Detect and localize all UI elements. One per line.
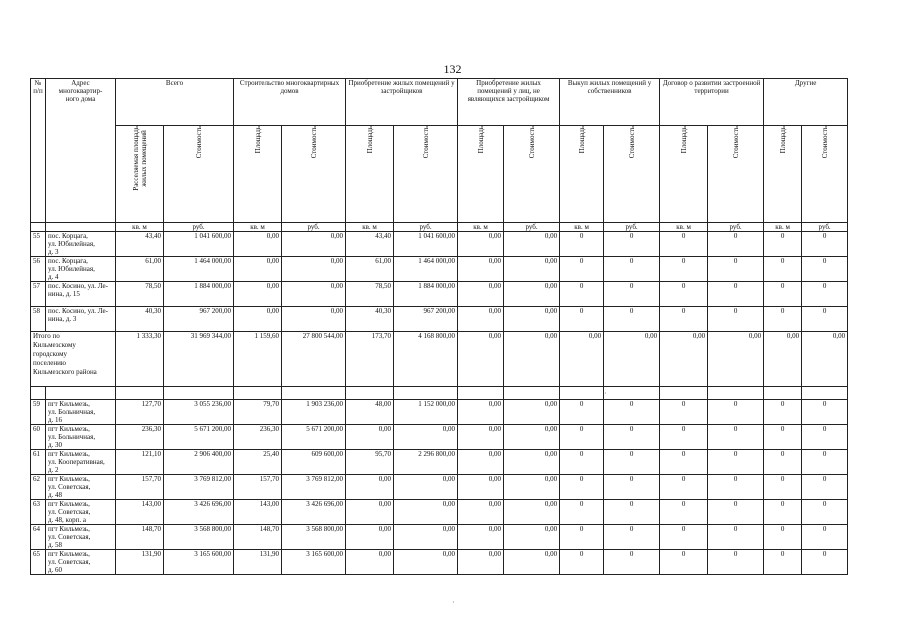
row-number: 59 — [31, 400, 46, 425]
row-value: 0 — [708, 400, 764, 425]
header-group-purchase-non-developers: Приобретение жилых помещений у лиц, не являющихся застройщиком — [458, 79, 560, 126]
total-value: 0,00 — [560, 332, 604, 387]
row-value: 3 165 600,00 — [282, 550, 346, 575]
row-value: 0 — [802, 257, 848, 282]
unit-rub: руб. — [282, 223, 346, 232]
header-address: Адрес многоквартир- ного дома — [46, 79, 116, 223]
row-value: 0,00 — [394, 475, 458, 500]
row-value: 0 — [604, 232, 660, 257]
row-value: 0 — [764, 550, 802, 575]
row-value: 0,00 — [504, 450, 560, 475]
row-value: 1 464 000,00 — [394, 257, 458, 282]
row-value: 0 — [560, 550, 604, 575]
row-value: 0 — [560, 500, 604, 525]
row-value: 0 — [660, 232, 708, 257]
row-number: 62 — [31, 475, 46, 500]
row-number: 58 — [31, 307, 46, 332]
row-value: 0 — [660, 550, 708, 575]
row-value: 0,00 — [504, 257, 560, 282]
row-value: 78,50 — [116, 282, 164, 307]
unit-sqm: кв. м — [764, 223, 802, 232]
row-value: 3 769 812,00 — [164, 475, 234, 500]
table-row — [31, 450, 848, 475]
header-resettled-area: Расселяемая площадь жилых помещений — [116, 126, 164, 223]
row-value: 61,00 — [116, 257, 164, 282]
row-value: 0 — [708, 525, 764, 550]
total-value: 4 168 800,00 — [394, 332, 458, 387]
row-value: 0 — [802, 400, 848, 425]
row-value: 0 — [764, 257, 802, 282]
row-value: 148,70 — [116, 525, 164, 550]
header-area: Площадь — [660, 126, 708, 223]
row-value: 0 — [708, 450, 764, 475]
row-value: 0 — [604, 400, 660, 425]
header-cost: Стоимость — [164, 126, 234, 223]
row-value: 0,00 — [394, 550, 458, 575]
row-value: 0,00 — [234, 257, 282, 282]
unit-sqm: кв. м — [660, 223, 708, 232]
table-row — [31, 257, 848, 282]
row-number: 61 — [31, 450, 46, 475]
row-value: 0 — [764, 425, 802, 450]
row-number: 63 — [31, 500, 46, 525]
row-value: 236,30 — [234, 425, 282, 450]
row-value: 0 — [708, 307, 764, 332]
row-value: 0 — [708, 475, 764, 500]
row-value: 0 — [764, 475, 802, 500]
row-value: 0 — [764, 450, 802, 475]
header-area: Площадь — [458, 126, 504, 223]
row-value: 121,10 — [116, 450, 164, 475]
table-row — [31, 525, 848, 550]
row-value: 2 906 400,00 — [164, 450, 234, 475]
row-value: 48,00 — [346, 400, 394, 425]
header-group-total: Всего — [116, 79, 234, 126]
row-value: 0 — [604, 425, 660, 450]
row-value: 0,00 — [346, 550, 394, 575]
row-value: 0,00 — [394, 425, 458, 450]
row-value: 0,00 — [282, 232, 346, 257]
row-value: 0,00 — [504, 282, 560, 307]
row-value: 3 426 696,00 — [164, 500, 234, 525]
row-value: 0,00 — [458, 550, 504, 575]
row-value: 0 — [802, 550, 848, 575]
row-value: 0 — [560, 450, 604, 475]
table-row — [31, 475, 848, 500]
total-label: Итого по Кильмезскому городскому поселению Кильмезского района — [31, 332, 116, 387]
row-value: 143,00 — [116, 500, 164, 525]
row-value: 0 — [560, 525, 604, 550]
row-value: 1 884 000,00 — [394, 282, 458, 307]
table-row — [31, 282, 848, 307]
row-value: 0 — [560, 425, 604, 450]
total-value: 0,00 — [458, 332, 504, 387]
table-row — [31, 550, 848, 575]
row-value: 0 — [660, 282, 708, 307]
row-value: 0 — [560, 232, 604, 257]
total-value: 27 800 544,00 — [282, 332, 346, 387]
row-value: 0 — [802, 475, 848, 500]
row-address: пгт Кильмезь, ул. Кооперативная, д. 2 — [46, 450, 116, 475]
row-value: 0 — [660, 525, 708, 550]
row-value: 0,00 — [458, 307, 504, 332]
row-value: 0,00 — [346, 425, 394, 450]
row-value: 0,00 — [458, 500, 504, 525]
row-value: 157,70 — [234, 475, 282, 500]
row-value: 0,00 — [394, 500, 458, 525]
row-address: пос. Корцага, ул. Юбилейная, д. 3 — [46, 232, 116, 257]
row-value: 0,00 — [346, 500, 394, 525]
table-row — [31, 425, 848, 450]
unit-rub: руб. — [394, 223, 458, 232]
header-cost: Стоимость — [282, 126, 346, 223]
row-value: 127,70 — [116, 400, 164, 425]
total-value: 0,00 — [708, 332, 764, 387]
header-cost: Стоимость — [394, 126, 458, 223]
row-address: пос. Косино, ул. Ле- нина, д. 3 — [46, 307, 116, 332]
row-value: 5 671 200,00 — [164, 425, 234, 450]
row-value: 1 884 000,00 — [164, 282, 234, 307]
row-value: 0 — [660, 307, 708, 332]
row-value: 5 671 200,00 — [282, 425, 346, 450]
table-row — [31, 500, 848, 525]
row-value: 0 — [560, 257, 604, 282]
row-value: 0,00 — [504, 400, 560, 425]
row-value: 0 — [802, 232, 848, 257]
row-value: 0,00 — [504, 307, 560, 332]
row-value: 0 — [660, 475, 708, 500]
header-area: Площадь — [346, 126, 394, 223]
resettlement-table — [30, 78, 848, 575]
row-value: 79,70 — [234, 400, 282, 425]
row-value: 1 041 600,00 — [164, 232, 234, 257]
row-value: 0,00 — [346, 525, 394, 550]
row-value: 0,00 — [394, 525, 458, 550]
row-value: 0 — [764, 282, 802, 307]
header-group-other: Другие — [764, 79, 848, 126]
row-value: 0 — [764, 400, 802, 425]
row-value: 0 — [660, 257, 708, 282]
page-number: 132 — [443, 62, 462, 76]
row-value: 0 — [802, 500, 848, 525]
row-value: 0,00 — [458, 450, 504, 475]
row-value: 0 — [604, 450, 660, 475]
header-cost: Стоимость — [504, 126, 560, 223]
row-value: 1 152 000,00 — [394, 400, 458, 425]
row-value: 0 — [660, 450, 708, 475]
total-value: 1 159,60 — [234, 332, 282, 387]
row-value: 0 — [764, 500, 802, 525]
row-value: 3 055 236,00 — [164, 400, 234, 425]
row-value: 0,00 — [504, 500, 560, 525]
row-value: 0 — [708, 282, 764, 307]
row-value: 0 — [560, 475, 604, 500]
header-number: № п/п — [31, 79, 46, 223]
row-value: 0,00 — [504, 232, 560, 257]
row-value: 3 568 800,00 — [282, 525, 346, 550]
row-value: 0 — [604, 550, 660, 575]
header-row-units — [31, 223, 848, 232]
row-value: 0 — [660, 500, 708, 525]
total-value: 1 333,30 — [116, 332, 164, 387]
row-value: 3 165 600,00 — [164, 550, 234, 575]
row-address: пгт Кильмезь, ул. Советская, д. 60 — [46, 550, 116, 575]
header-group-development-agreement: Договор о развитии застроенной территории — [660, 79, 764, 126]
table-total-section — [31, 332, 848, 400]
header-group-construction: Строительство многоквартирных домов — [234, 79, 346, 126]
row-value: 0 — [604, 475, 660, 500]
row-value: 0,00 — [282, 257, 346, 282]
row-address: пгт Кильмезь, ул. Больничная, д. 16 — [46, 400, 116, 425]
row-value: 1 903 236,00 — [282, 400, 346, 425]
row-value: 0,00 — [504, 475, 560, 500]
row-value: 0,00 — [504, 425, 560, 450]
row-value: 0 — [560, 282, 604, 307]
unit-sqm: кв. м — [346, 223, 394, 232]
row-value: 0 — [802, 450, 848, 475]
row-address: пос. Косино, ул. Ле- нина, д. 15 — [46, 282, 116, 307]
header-group-purchase-developers: Приобретение жилых помещений у застройщиков — [346, 79, 458, 126]
row-value: 0 — [802, 307, 848, 332]
row-value: 0,00 — [458, 282, 504, 307]
unit-sqm: кв. м — [560, 223, 604, 232]
row-value: 3 426 696,00 — [282, 500, 346, 525]
header-group-buyout: Выкуп жилых помещений у собственников — [560, 79, 660, 126]
row-number: 57 — [31, 282, 46, 307]
scan-mark: · — [604, 389, 607, 398]
row-value: 40,30 — [346, 307, 394, 332]
row-value: 0,00 — [234, 282, 282, 307]
row-address: пгт Кильмезь, ул. Советская, д. 48, корп. а — [46, 500, 116, 525]
row-value: 0,00 — [282, 282, 346, 307]
row-value: 1 464 000,00 — [164, 257, 234, 282]
row-value: 40,30 — [116, 307, 164, 332]
total-value: 0,00 — [504, 332, 560, 387]
row-value: 2 296 800,00 — [394, 450, 458, 475]
unit-rub: руб. — [802, 223, 848, 232]
header-area: Площадь — [764, 126, 802, 223]
row-value: 0,00 — [458, 400, 504, 425]
row-value: 0,00 — [504, 525, 560, 550]
total-value: 0,00 — [802, 332, 848, 387]
row-value: 157,70 — [116, 475, 164, 500]
row-number: 64 — [31, 525, 46, 550]
row-value: 95,70 — [346, 450, 394, 475]
header-row-subcolumns — [31, 126, 848, 223]
separator-row — [31, 387, 848, 400]
total-row — [31, 332, 848, 387]
total-value: 0,00 — [604, 332, 660, 387]
row-value: 0 — [802, 425, 848, 450]
row-value: 0 — [708, 257, 764, 282]
row-value: 78,50 — [346, 282, 394, 307]
total-value: 31 969 344,00 — [164, 332, 234, 387]
total-value: 173,70 — [346, 332, 394, 387]
header-area: Площадь — [234, 126, 282, 223]
row-value: 0 — [708, 550, 764, 575]
row-value: 0,00 — [458, 232, 504, 257]
row-number: 56 — [31, 257, 46, 282]
row-value: 0,00 — [458, 525, 504, 550]
row-value: 0,00 — [234, 232, 282, 257]
header-row-groups — [31, 79, 848, 126]
row-value: 0,00 — [458, 257, 504, 282]
table-body-kilmez — [31, 400, 848, 575]
row-value: 0 — [604, 257, 660, 282]
row-value: 236,30 — [116, 425, 164, 450]
row-value: 967 200,00 — [394, 307, 458, 332]
unit-rub: руб. — [604, 223, 660, 232]
row-address: пгт Кильмезь, ул. Больничная, д. 30 — [46, 425, 116, 450]
table-row — [31, 400, 848, 425]
row-value: 0 — [764, 307, 802, 332]
unit-rub: руб. — [164, 223, 234, 232]
unit-sqm: кв. м — [458, 223, 504, 232]
row-value: 25,40 — [234, 450, 282, 475]
row-value: 0 — [764, 525, 802, 550]
row-value: 131,90 — [234, 550, 282, 575]
row-value: 3 769 812,00 — [282, 475, 346, 500]
row-value: 0 — [708, 500, 764, 525]
row-value: 0 — [560, 400, 604, 425]
row-number: 60 — [31, 425, 46, 450]
header-cost: Стоимость — [708, 126, 764, 223]
row-number: 65 — [31, 550, 46, 575]
row-value: 609 600,00 — [282, 450, 346, 475]
row-value: 143,00 — [234, 500, 282, 525]
row-value: 0 — [764, 232, 802, 257]
row-value: 61,00 — [346, 257, 394, 282]
unit-sqm: кв. м — [116, 223, 164, 232]
row-value: 0 — [560, 307, 604, 332]
row-value: 0 — [604, 307, 660, 332]
unit-rub: руб. — [708, 223, 764, 232]
row-value: 0,00 — [504, 550, 560, 575]
table-body-korcaga-kosino — [31, 232, 848, 332]
row-value: 0 — [604, 500, 660, 525]
header-cost: Стоимость — [802, 126, 848, 223]
row-value: 148,70 — [234, 525, 282, 550]
row-value: 0 — [604, 282, 660, 307]
total-value: 0,00 — [660, 332, 708, 387]
header-cost: Стоимость — [604, 126, 660, 223]
row-value: 0 — [708, 232, 764, 257]
row-value: 967 200,00 — [164, 307, 234, 332]
row-value: 131,90 — [116, 550, 164, 575]
row-value: 0 — [708, 425, 764, 450]
row-number: 55 — [31, 232, 46, 257]
row-value: 43,40 — [346, 232, 394, 257]
header-area: Площадь — [560, 126, 604, 223]
row-value: 0,00 — [458, 475, 504, 500]
row-value: 0 — [660, 425, 708, 450]
row-value: 1 041 600,00 — [394, 232, 458, 257]
total-value: 0,00 — [764, 332, 802, 387]
table-row — [31, 232, 848, 257]
scan-mark: · — [452, 598, 455, 607]
row-value: 43,40 — [116, 232, 164, 257]
row-value: 0,00 — [282, 307, 346, 332]
row-address: пгт Кильмезь, ул. Советская, д. 58 — [46, 525, 116, 550]
row-value: 0,00 — [346, 475, 394, 500]
row-value: 0 — [802, 525, 848, 550]
row-address: пгт Кильмезь, ул. Советская, д. 48 — [46, 475, 116, 500]
row-value: 0,00 — [234, 307, 282, 332]
row-address: пос. Корцага, ул. Юбилейная, д. 4 — [46, 257, 116, 282]
row-value: 0 — [660, 400, 708, 425]
row-value: 0 — [802, 282, 848, 307]
row-value: 0,00 — [458, 425, 504, 450]
unit-rub: руб. — [504, 223, 560, 232]
unit-sqm: кв. м — [234, 223, 282, 232]
table-row — [31, 307, 848, 332]
row-value: 0 — [604, 525, 660, 550]
row-value: 3 568 800,00 — [164, 525, 234, 550]
